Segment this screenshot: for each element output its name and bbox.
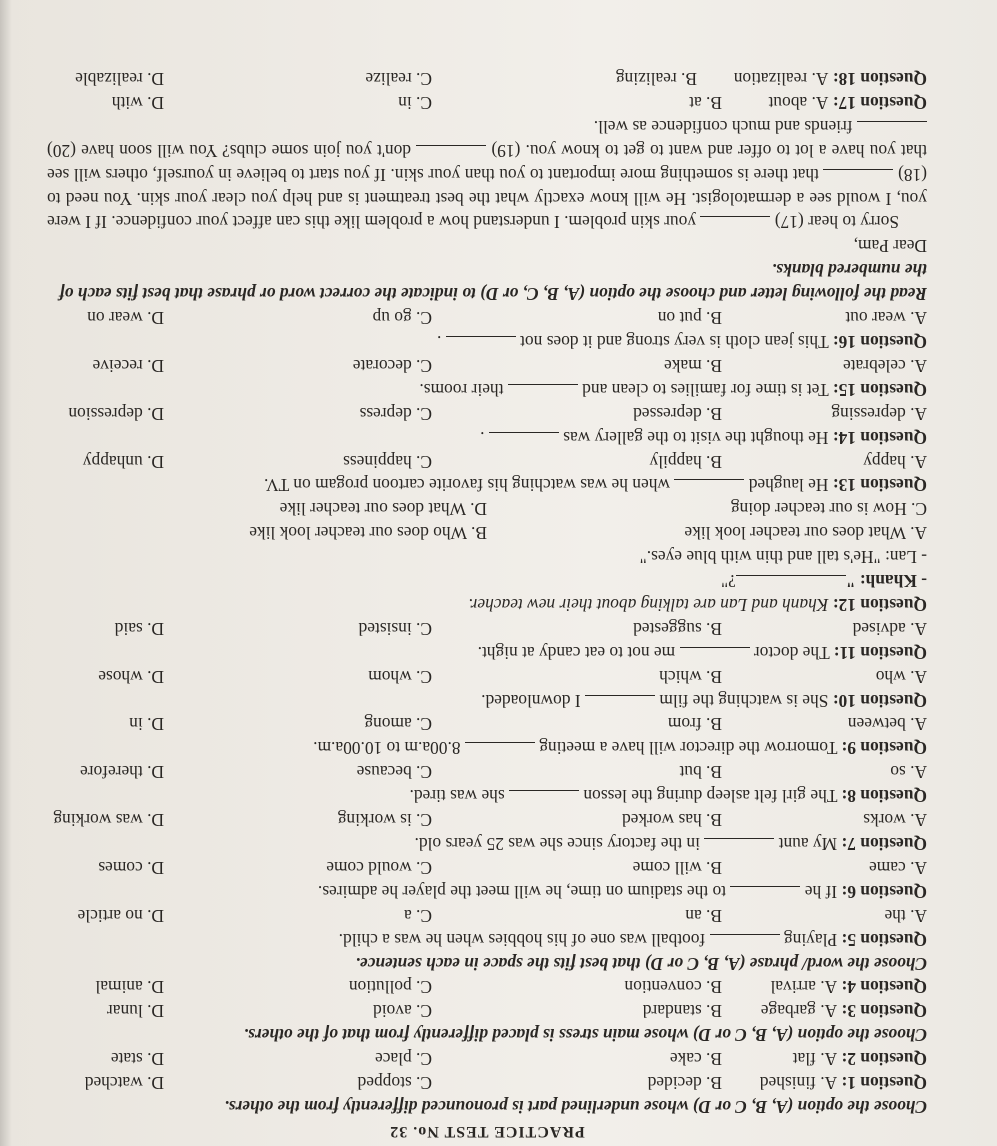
dialogue-line-2: - Lan: "He's tall and thin with blue eyes." — [639, 547, 927, 568]
option-b: B. from — [667, 714, 722, 735]
option-b: B. depressed — [633, 403, 722, 424]
option-c: C. whom — [368, 666, 432, 687]
stem-before-blank: If he — [804, 881, 838, 902]
question-label: Question 2: — [841, 1049, 927, 1070]
option-a: A. celebrate — [843, 355, 927, 376]
options-row — [47, 401, 927, 425]
question-16 — [47, 305, 927, 353]
stem-after-blank: 8.00a.m to 10.00a.m. — [313, 738, 461, 759]
question-stem — [47, 736, 927, 760]
question-11 — [47, 616, 927, 664]
question-stem — [47, 879, 927, 903]
option-b: B. cake — [669, 1049, 722, 1070]
option-c: C. pollution — [348, 977, 432, 998]
question-6 — [47, 855, 927, 903]
question-1 — [47, 1070, 927, 1094]
options-row — [47, 855, 927, 879]
question-7 — [47, 807, 927, 855]
question-label: Question 11: — [833, 642, 927, 663]
answer-blank — [680, 647, 750, 662]
option-c: C. How is our teacher doing — [730, 499, 927, 520]
question-label: Question 13: — [832, 475, 927, 496]
option-b: B. Who does our teacher look like — [249, 523, 487, 544]
option-b: B. will come — [632, 857, 722, 878]
stem-after-blank: in the factory since she was 25 years old. — [414, 834, 700, 855]
option-a: A. arrival — [770, 977, 838, 998]
question-label: Question 14: — [832, 427, 927, 448]
option-c: C. depress — [359, 403, 432, 424]
options-row — [47, 712, 927, 736]
option-b: B. make — [664, 355, 722, 376]
dialogue-line-1: - Khanh: " — [845, 571, 927, 592]
question-label: Question 6: — [841, 881, 927, 902]
question-stem — [47, 783, 927, 807]
question-17 — [47, 90, 927, 114]
question-8 — [47, 759, 927, 807]
question-label: Question 12: — [832, 594, 927, 615]
question-text: Khanh and Lan are talking about their new teacher. — [468, 594, 829, 615]
answer-blank — [710, 934, 780, 949]
stem-before-blank: My aunt — [778, 834, 838, 855]
question-label: Question 17: — [832, 92, 927, 113]
option-d: D. state — [110, 1049, 164, 1070]
worksheet-content — [47, 66, 927, 1140]
option-a: A. about — [768, 92, 829, 113]
option-c: C. stopped — [357, 1073, 432, 1094]
option-d: D. with — [111, 92, 164, 113]
stem-before-blank: The doctor — [753, 642, 830, 663]
stem-after-blank: . — [480, 427, 485, 448]
option-d: D. depression — [68, 403, 164, 424]
question-stem — [47, 688, 927, 712]
options-row — [47, 903, 927, 927]
stem-after-blank: football was one of his hobbies when he was a child. — [338, 929, 706, 950]
option-a: A. so — [890, 762, 927, 783]
option-a: A. advised — [852, 618, 927, 639]
question-stem — [47, 425, 927, 449]
option-c: C. a — [403, 905, 432, 926]
instruction-stress: Choose the option (A, B, C or D) whose main stress is placed differently from that of the others. — [243, 1025, 927, 1046]
question-label: Question 4: — [841, 977, 927, 998]
stem-after-blank: their rooms. — [419, 379, 504, 400]
stem-before-blank: He thought the visit to the gallery was — [563, 427, 829, 448]
option-c: C. would come — [326, 857, 432, 878]
options-row — [47, 353, 927, 377]
option-c: C. place — [375, 1049, 432, 1070]
question-9 — [47, 712, 927, 760]
option-b: B. decided — [647, 1073, 722, 1094]
options-row — [47, 616, 927, 640]
stem-before-blank: Tet is time for families to clean and — [582, 379, 829, 400]
option-d: D. What does our teacher like — [279, 499, 487, 520]
answer-blank — [730, 886, 800, 901]
blank-19 — [416, 145, 486, 160]
question-stem — [47, 473, 927, 497]
option-d: D. animal — [95, 977, 164, 998]
option-b: B. at — [689, 92, 722, 113]
letter-text: friends and much confidence as well. — [593, 116, 853, 137]
question-label: Question 1: — [841, 1073, 927, 1094]
option-d: D. therefore — [79, 762, 164, 783]
question-label: Question 3: — [841, 1001, 927, 1022]
options-row — [47, 664, 927, 688]
stem-after-blank: she was tired. — [409, 786, 505, 807]
option-c: C. in — [398, 92, 432, 113]
option-a: A. What does our teacher look like — [684, 523, 927, 544]
options-row — [47, 305, 927, 329]
option-d: D. watched — [84, 1073, 164, 1094]
instruction-cloze: Read the following letter and choose the option (A, B, C, or D) to indicate the correct word or phrase that best fits each of the numbered blanks. — [58, 260, 927, 305]
option-a: A. came — [869, 857, 927, 878]
question-12 — [47, 496, 927, 616]
answer-blank — [446, 336, 516, 351]
answer-blank — [509, 790, 579, 805]
question-stem — [47, 640, 927, 664]
option-d: D. in — [129, 714, 164, 735]
option-c: C. happiness — [343, 451, 432, 472]
option-a: A. garbage — [760, 1001, 838, 1022]
letter-text: don't you join some clubs? You will soon have (20) — [46, 140, 412, 161]
option-a: A. finished — [759, 1073, 838, 1094]
wordform-questions — [47, 305, 927, 496]
option-b: B. an — [685, 905, 722, 926]
stem-before-blank: He laughed — [748, 475, 829, 496]
question-label: Question 18: — [832, 69, 927, 90]
answer-blank — [465, 742, 535, 757]
option-b: B. happily — [649, 451, 722, 472]
option-d: D. lunar — [107, 1001, 164, 1022]
option-b: B. convention — [624, 977, 722, 998]
dialogue-line-1-end: ?" — [721, 571, 736, 592]
option-a: A. who — [875, 666, 927, 687]
options-row — [47, 449, 927, 473]
letter-greeting: Dear Pam, — [853, 236, 927, 257]
option-c: C. among — [364, 714, 432, 735]
blank-17 — [700, 216, 770, 231]
stem-before-blank: Tomorrow the director will have a meeting — [539, 738, 838, 759]
question-5 — [47, 903, 927, 951]
question-label: Question 16: — [832, 332, 927, 352]
question-3 — [47, 998, 927, 1022]
question-label: Question 7: — [841, 834, 927, 855]
option-a: A. happy — [863, 451, 927, 472]
question-stem — [47, 329, 927, 353]
option-b: B. but — [679, 762, 722, 783]
letter-text: your skin problem. I understand how a problem like this can affect your confidence. If I were you, I would see a dermatologist. He will know exactly what the best treatment is and help you clear your skin. You need to (18) — [47, 164, 927, 233]
option-c: C. go up — [372, 308, 432, 329]
stem-after-blank: . — [437, 332, 442, 352]
option-a: A. depressing — [831, 403, 927, 424]
letter-text: that there is something more important to you than your skin. If you start to believe in yourself, others will see that you have a lot to offer and want to get to know you. (19) — [47, 140, 927, 185]
option-a: A. realization — [733, 69, 829, 90]
question-15 — [47, 353, 927, 401]
option-a: A. the — [884, 905, 927, 926]
stem-after-blank: I downloaded. — [481, 690, 581, 711]
question-13 — [47, 449, 927, 497]
option-d: D. realizable — [75, 69, 164, 90]
option-d: D. receive — [92, 355, 164, 376]
stem-before-blank: She is watching the film — [659, 690, 829, 711]
option-c: C. insisted — [358, 618, 432, 639]
option-d: D. comes — [98, 857, 164, 878]
question-label: Question 8: — [841, 786, 927, 807]
question-18 — [47, 66, 927, 90]
option-d: D. whose — [98, 666, 164, 687]
page-shadow — [0, 0, 12, 1146]
option-c: C. realize — [365, 69, 432, 90]
question-label: Question 9: — [841, 738, 927, 759]
blank-20 — [857, 121, 927, 136]
stem-before-blank: This jean cloth is very strong and it does not — [520, 332, 829, 352]
option-c: C. because — [356, 762, 432, 783]
answer-blank — [704, 838, 774, 853]
stem-after-blank: me not to eat candy at night. — [477, 642, 676, 663]
stem-after-blank: to the stadium on time, he will meet the player he admires. — [317, 881, 727, 902]
option-b: B. put on — [657, 308, 722, 329]
question-stem — [47, 927, 927, 951]
option-a: A. works — [863, 810, 927, 831]
question-14 — [47, 401, 927, 449]
option-d: D. said — [114, 618, 164, 639]
letter-body — [47, 114, 927, 234]
option-d: D. no article — [77, 905, 164, 926]
question-2 — [47, 1046, 927, 1070]
option-c: C. decorate — [352, 355, 432, 376]
question-label: Question 5: — [841, 929, 927, 950]
answer-blank — [736, 575, 846, 590]
page-title: PRACTICE TEST No. 32 — [389, 1123, 585, 1140]
options-row — [47, 807, 927, 831]
answer-blank — [674, 479, 744, 494]
option-b: B. has worked — [622, 810, 722, 831]
option-b: B. which — [659, 666, 722, 687]
option-a: A. wear out — [845, 308, 927, 329]
question-10 — [47, 664, 927, 712]
option-b: B. suggested — [633, 618, 722, 639]
blank-18 — [823, 169, 893, 184]
question-stem — [47, 831, 927, 855]
options-row — [47, 759, 927, 783]
option-b: B. realizing — [615, 69, 697, 90]
grammar-questions — [47, 616, 927, 951]
question-label: Question 10: — [832, 690, 927, 711]
option-b: B. standard — [642, 1001, 722, 1022]
stem-after-blank: when he was watching his favorite cartoon progam on TV. — [264, 475, 671, 496]
option-a: A. between — [847, 714, 927, 735]
question-label: Question 15: — [832, 379, 927, 400]
instruction-pronunciation: Choose the option (A, B, C or D) whose underlined part is pronounced differently from the others. — [224, 1097, 927, 1117]
instruction-grammar: Choose the word/ phrase (A, B, C or D) that best fits the space in each sentence. — [355, 953, 927, 974]
option-d: D. was working — [53, 810, 164, 831]
option-a: A. flat — [792, 1049, 838, 1070]
letter-text: Sorry to hear (17) — [774, 212, 899, 233]
option-c: C. avoid — [373, 1001, 432, 1022]
answer-blank — [508, 384, 578, 399]
stem-before-blank: The girl felt asleep during the lesson — [583, 786, 838, 807]
option-c: C. is working — [337, 810, 432, 831]
option-d: D. wear on — [87, 308, 164, 329]
question-stem — [47, 377, 927, 401]
answer-blank — [489, 432, 559, 447]
stem-before-blank: Playing — [783, 929, 838, 950]
question-4 — [47, 975, 927, 999]
option-d: D. unhappy — [82, 451, 164, 472]
answer-blank — [585, 695, 655, 710]
